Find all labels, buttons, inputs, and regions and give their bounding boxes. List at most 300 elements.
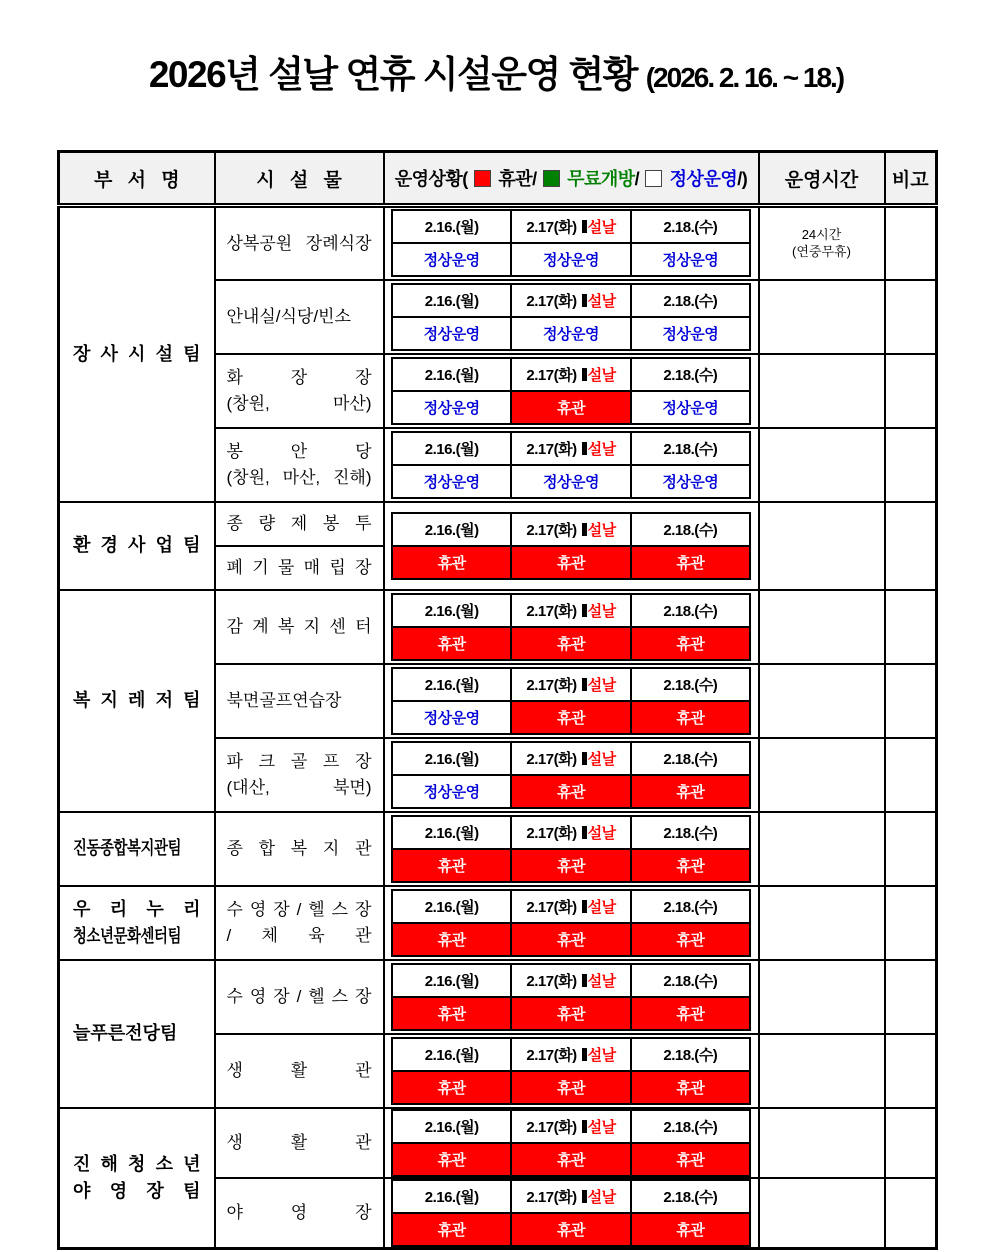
holiday-bar-icon <box>582 1048 587 1061</box>
date-cell <box>510 817 629 850</box>
holiday-label: 설날 <box>587 602 616 620</box>
status-value-cell: 휴관 <box>630 850 749 881</box>
date-label: 2.16.(월) <box>424 972 479 990</box>
date-cell <box>630 514 749 547</box>
holiday-label: 설날 <box>587 219 616 237</box>
dept-cell <box>59 960 215 1108</box>
facility-cell <box>215 738 384 812</box>
status-value-cell: 정상운영 <box>393 776 510 807</box>
date-cell <box>630 891 749 924</box>
date-label: 2.18.(수) <box>663 824 718 842</box>
facility-cell <box>215 1034 384 1108</box>
hours-cell <box>759 206 885 280</box>
holiday-label: 설날 <box>587 366 616 384</box>
hours-cell <box>759 960 885 1034</box>
date-cell <box>510 514 629 547</box>
hours-cell <box>759 886 885 960</box>
facility-name-line: 수 영 장 / 헬 스 장 <box>226 900 372 919</box>
holiday-bar-icon <box>582 826 587 839</box>
dept-name-line: 복 지 레 저 팀 <box>73 690 201 710</box>
status-value-cell: 휴관 <box>510 547 629 578</box>
status-block <box>391 209 751 277</box>
holiday-bar-icon <box>582 1190 587 1203</box>
note-cell <box>885 590 937 664</box>
facility-name-line: 북면골프연습장 <box>226 690 342 710</box>
date-label: 2.17(화) <box>526 1046 577 1064</box>
legend-closed-label: 휴관 <box>493 169 533 189</box>
holiday-bar-icon <box>582 752 587 765</box>
facility-name-line: 폐 기 물 매 립 장 <box>226 557 372 577</box>
date-cell <box>393 595 510 628</box>
facility-cell <box>215 960 384 1034</box>
status-cell <box>384 428 759 502</box>
status-value-cell: 휴관 <box>510 1072 629 1103</box>
status-block <box>391 1037 751 1105</box>
status-block <box>391 741 751 809</box>
status-value-cell: 휴관 <box>630 1072 749 1103</box>
note-cell <box>885 428 937 502</box>
facility-name-line: 상복공원 장례식장 <box>226 233 372 253</box>
table-row <box>59 812 937 886</box>
holiday-label: 설날 <box>587 1188 616 1206</box>
date-cell <box>630 1111 749 1144</box>
status-cell <box>384 206 759 280</box>
status-value-cell: 휴관 <box>510 1214 629 1245</box>
holiday-label: 설날 <box>587 521 616 539</box>
date-label: 2.17(화) <box>526 1188 577 1206</box>
legend-normal-square-icon <box>645 170 662 187</box>
status-dates-row <box>393 514 749 547</box>
status-value-cell: 정상운영 <box>630 466 749 497</box>
status-value-cell: 휴관 <box>510 776 629 807</box>
dept-cell <box>59 812 215 886</box>
date-cell <box>510 743 629 776</box>
holiday-label: 설날 <box>587 440 616 458</box>
holiday-label: 설날 <box>587 676 616 694</box>
date-label: 2.17(화) <box>526 750 577 768</box>
facility-name-line: 봉 안 당 <box>226 442 372 461</box>
dept-cell <box>59 206 215 502</box>
header-note: 비고 <box>885 152 937 206</box>
status-dates-row <box>393 433 749 466</box>
date-label: 2.16.(월) <box>424 521 479 539</box>
date-label: 2.16.(월) <box>424 219 479 237</box>
holiday-bar-icon <box>582 604 587 617</box>
status-block <box>391 283 751 351</box>
status-values-row <box>393 1214 749 1245</box>
status-value-cell: 휴관 <box>630 628 749 659</box>
date-cell <box>510 891 629 924</box>
dept-name-line: 진동종합복지관팀 <box>73 838 182 858</box>
date-label: 2.18.(수) <box>663 1118 718 1136</box>
facility-cell <box>215 502 384 546</box>
date-cell <box>510 1039 629 1072</box>
status-value-cell: 휴관 <box>630 1144 749 1175</box>
date-label: 2.16.(월) <box>424 676 479 694</box>
status-value-cell: 휴관 <box>510 998 629 1029</box>
holiday-bar-icon <box>582 368 587 381</box>
note-cell <box>885 1108 937 1178</box>
date-label: 2.18.(수) <box>663 1188 718 1206</box>
status-value-cell: 휴관 <box>630 924 749 955</box>
legend-free-square-icon <box>543 170 560 187</box>
date-label: 2.17(화) <box>526 521 577 539</box>
date-label: 2.18.(수) <box>663 521 718 539</box>
date-cell <box>510 285 629 318</box>
date-label: 2.16.(월) <box>424 750 479 768</box>
date-label: 2.18.(수) <box>663 602 718 620</box>
date-cell <box>393 1039 510 1072</box>
facility-name-line: (대산, 북면) <box>226 777 372 797</box>
page-title <box>0 44 992 98</box>
status-values-row <box>393 924 749 955</box>
dept-cell <box>59 886 215 960</box>
status-value-cell: 휴관 <box>630 1214 749 1245</box>
status-values-row <box>393 998 749 1029</box>
status-block <box>391 512 751 580</box>
status-value-cell: 휴관 <box>393 547 510 578</box>
holiday-bar-icon <box>582 900 587 913</box>
status-values-row <box>393 318 749 349</box>
status-values-row <box>393 466 749 497</box>
holiday-label: 설날 <box>587 292 616 310</box>
status-values-row <box>393 1072 749 1103</box>
status-value-cell: 정상운영 <box>393 466 510 497</box>
date-cell <box>510 965 629 998</box>
hours-cell <box>759 664 885 738</box>
status-block <box>391 667 751 735</box>
holiday-label: 설날 <box>587 972 616 990</box>
note-cell <box>885 280 937 354</box>
status-values-row <box>393 702 749 733</box>
note-cell <box>885 1034 937 1108</box>
holiday-bar-icon <box>582 678 587 691</box>
date-label: 2.17(화) <box>526 219 577 237</box>
date-cell <box>630 1181 749 1214</box>
facility-cell <box>215 886 384 960</box>
date-label: 2.16.(월) <box>424 602 479 620</box>
status-value-cell: 휴관 <box>630 702 749 733</box>
legend-separator: / <box>634 169 640 189</box>
status-block <box>391 1109 751 1177</box>
date-label: 2.18.(수) <box>663 219 718 237</box>
status-block <box>391 963 751 1031</box>
date-label: 2.17(화) <box>526 898 577 916</box>
dept-name-line: 진 해 청 소 년 <box>73 1153 201 1174</box>
date-cell <box>393 359 510 392</box>
facility-name-line: 화 장 장 <box>226 368 372 387</box>
status-value-cell: 정상운영 <box>393 244 510 275</box>
hours-cell <box>759 590 885 664</box>
status-value-cell: 정상운영 <box>630 392 749 423</box>
status-value-cell: 휴관 <box>510 850 629 881</box>
dept-cell <box>59 590 215 812</box>
page-title-main: 2026년 설날 연휴 시설운영 현황 <box>148 54 637 95</box>
status-value-cell: 정상운영 <box>393 318 510 349</box>
status-cell <box>384 354 759 428</box>
status-block <box>391 1179 751 1247</box>
hours-cell <box>759 738 885 812</box>
status-cell <box>384 1178 759 1249</box>
date-cell <box>630 743 749 776</box>
holiday-bar-icon <box>582 294 587 307</box>
note-cell <box>885 960 937 1034</box>
holiday-bar-icon <box>582 974 587 987</box>
status-value-cell: 휴관 <box>393 924 510 955</box>
legend-separator: / <box>532 169 537 189</box>
header-status <box>384 152 759 206</box>
dept-name-line: 장 사 시 설 팀 <box>73 343 201 364</box>
note-cell <box>885 206 937 280</box>
legend-normal-label: 정상운영 <box>665 169 738 189</box>
dept-cell <box>59 1108 215 1249</box>
date-cell <box>393 514 510 547</box>
hours-cell <box>759 1178 885 1249</box>
legend-separator: / <box>737 169 742 189</box>
dept-name-line: 늘푸른전당팀 <box>73 1023 178 1043</box>
status-cell <box>384 738 759 812</box>
facility-name-line: (창원, 마산, 진해) <box>226 467 372 487</box>
date-cell <box>393 285 510 318</box>
date-cell <box>393 1111 510 1144</box>
date-cell <box>510 1181 629 1214</box>
status-values-row <box>393 628 749 659</box>
date-cell <box>630 433 749 466</box>
status-block <box>391 815 751 883</box>
status-block <box>391 593 751 661</box>
status-cell <box>384 960 759 1034</box>
facility-cell <box>215 428 384 502</box>
hours-cell <box>759 428 885 502</box>
facility-cell <box>215 1178 384 1249</box>
status-value-cell: 휴관 <box>393 850 510 881</box>
page-title-period: (2026. 2. 16. ~ 18.) <box>645 62 844 93</box>
status-value-cell: 정상운영 <box>630 244 749 275</box>
facility-cell <box>215 280 384 354</box>
date-label: 2.16.(월) <box>424 366 479 384</box>
status-value-cell: 정상운영 <box>510 466 629 497</box>
date-cell <box>630 595 749 628</box>
status-cell <box>384 812 759 886</box>
holiday-label: 설날 <box>587 824 616 842</box>
status-value-cell: 휴관 <box>393 628 510 659</box>
facility-cell <box>215 590 384 664</box>
status-legend-prefix: 운영상황( <box>394 169 468 189</box>
status-dates-row <box>393 965 749 998</box>
status-value-cell: 휴관 <box>510 702 629 733</box>
facility-name-line: 감 계 복 지 센 터 <box>226 616 372 636</box>
date-label: 2.18.(수) <box>663 898 718 916</box>
facility-name-line: 수 영 장 / 헬 스 장 <box>226 986 372 1006</box>
hours-line: (연중무휴) <box>792 244 851 260</box>
date-cell <box>393 433 510 466</box>
date-label: 2.17(화) <box>526 366 577 384</box>
status-dates-row <box>393 1039 749 1072</box>
date-cell <box>510 433 629 466</box>
facility-name-line: 생 활 관 <box>226 1060 372 1080</box>
header-hours: 운영시간 <box>759 152 885 206</box>
header-facility: 시 설 물 <box>215 152 384 206</box>
date-cell <box>630 965 749 998</box>
date-cell <box>393 743 510 776</box>
date-label: 2.17(화) <box>526 824 577 842</box>
status-dates-row <box>393 891 749 924</box>
status-value-cell: 휴관 <box>393 1214 510 1245</box>
hours-cell <box>759 280 885 354</box>
status-cell <box>384 664 759 738</box>
status-cell <box>384 886 759 960</box>
facility-cell <box>215 354 384 428</box>
holiday-bar-icon <box>582 442 587 455</box>
status-value-cell: 휴관 <box>630 776 749 807</box>
status-values-row <box>393 1144 749 1175</box>
date-cell <box>393 891 510 924</box>
hours-cell <box>759 1034 885 1108</box>
date-label: 2.17(화) <box>526 972 577 990</box>
facility-name-line: 야 영 장 <box>226 1202 372 1222</box>
date-cell <box>630 211 749 244</box>
note-cell <box>885 354 937 428</box>
holiday-label: 설날 <box>587 750 616 768</box>
table-row <box>59 960 937 1034</box>
date-label: 2.17(화) <box>526 1118 577 1136</box>
hours-cell <box>759 1108 885 1178</box>
date-cell <box>393 965 510 998</box>
status-dates-row <box>393 1181 749 1214</box>
date-label: 2.18.(수) <box>663 676 718 694</box>
status-values-row <box>393 244 749 275</box>
status-values-row <box>393 776 749 807</box>
note-cell <box>885 502 937 590</box>
status-values-row <box>393 850 749 881</box>
status-dates-row <box>393 817 749 850</box>
date-label: 2.17(화) <box>526 602 577 620</box>
status-dates-row <box>393 669 749 702</box>
table-row <box>59 590 937 664</box>
date-cell <box>630 817 749 850</box>
status-values-row <box>393 392 749 423</box>
status-value-cell: 정상운영 <box>393 702 510 733</box>
status-value-cell: 휴관 <box>510 628 629 659</box>
status-legend-suffix: ) <box>741 169 748 189</box>
status-legend <box>468 169 742 189</box>
header-dept: 부 서 명 <box>59 152 215 206</box>
table-row <box>59 1108 937 1178</box>
date-cell <box>630 669 749 702</box>
date-label: 2.16.(월) <box>424 1188 479 1206</box>
status-cell <box>384 590 759 664</box>
date-label: 2.17(화) <box>526 440 577 458</box>
holiday-label: 설날 <box>587 1046 616 1064</box>
status-value-cell: 휴관 <box>510 1144 629 1175</box>
date-label: 2.18.(수) <box>663 366 718 384</box>
facility-cell <box>215 1108 384 1178</box>
date-label: 2.17(화) <box>526 676 577 694</box>
date-cell <box>393 669 510 702</box>
status-cell <box>384 502 759 590</box>
holiday-bar-icon <box>582 220 587 233</box>
status-value-cell: 휴관 <box>510 924 629 955</box>
status-dates-row <box>393 285 749 318</box>
date-cell <box>630 285 749 318</box>
date-cell <box>393 211 510 244</box>
facility-name-line: 생 활 관 <box>226 1132 372 1152</box>
date-cell <box>510 359 629 392</box>
note-cell <box>885 812 937 886</box>
table-row <box>59 886 937 960</box>
date-cell <box>393 1181 510 1214</box>
status-dates-row <box>393 743 749 776</box>
facility-name-line: 종 합 복 지 관 <box>226 838 372 858</box>
date-label: 2.16.(월) <box>424 1046 479 1064</box>
date-cell <box>510 595 629 628</box>
facility-status-table <box>57 150 938 1250</box>
dept-name-line: 우 리 누 리 <box>73 898 201 919</box>
hours-cell <box>759 502 885 590</box>
date-cell <box>510 669 629 702</box>
facility-name-line: 종 량 제 봉 투 <box>226 513 372 533</box>
facility-cell <box>215 546 384 590</box>
date-label: 2.18.(수) <box>663 750 718 768</box>
date-label: 2.16.(월) <box>424 898 479 916</box>
dept-name-line: 환 경 사 업 팀 <box>73 535 201 555</box>
status-block <box>391 357 751 425</box>
status-value-cell: 휴관 <box>393 1072 510 1103</box>
legend-free-label: 무료개방 <box>562 169 635 189</box>
date-label: 2.16.(월) <box>424 440 479 458</box>
status-cell <box>384 1108 759 1178</box>
date-label: 2.18.(수) <box>663 972 718 990</box>
facility-cell <box>215 206 384 280</box>
date-cell <box>630 359 749 392</box>
holiday-bar-icon <box>582 1120 587 1133</box>
date-cell <box>630 1039 749 1072</box>
dept-cell <box>59 502 215 590</box>
date-label: 2.18.(수) <box>663 440 718 458</box>
status-value-cell: 정상운영 <box>630 318 749 349</box>
legend-closed-square-icon <box>474 170 491 187</box>
date-cell <box>510 211 629 244</box>
hours-cell <box>759 812 885 886</box>
note-cell <box>885 664 937 738</box>
status-dates-row <box>393 1111 749 1144</box>
status-value-cell: 정상운영 <box>510 318 629 349</box>
status-value-cell: 정상운영 <box>510 244 629 275</box>
status-cell <box>384 280 759 354</box>
status-value-cell: 휴관 <box>510 392 629 423</box>
status-block <box>391 889 751 957</box>
dept-name-line: 야 영 장 팀 <box>73 1180 201 1201</box>
status-dates-row <box>393 359 749 392</box>
date-label: 2.16.(월) <box>424 1118 479 1136</box>
date-cell <box>510 1111 629 1144</box>
status-values-row <box>393 547 749 578</box>
facility-name-line: (창원, 마산) <box>226 393 372 413</box>
table-header-row <box>59 152 937 206</box>
date-label: 2.18.(수) <box>663 1046 718 1064</box>
date-label: 2.16.(월) <box>424 824 479 842</box>
status-dates-row <box>393 595 749 628</box>
facility-name-line: 안내실/식당/빈소 <box>226 306 351 326</box>
holiday-bar-icon <box>582 523 587 536</box>
holiday-label: 설날 <box>587 898 616 916</box>
status-cell <box>384 1034 759 1108</box>
date-label: 2.18.(수) <box>663 292 718 310</box>
date-label: 2.16.(월) <box>424 292 479 310</box>
table-row <box>59 502 937 546</box>
facility-name-line: 파 크 골 프 장 <box>226 752 372 771</box>
table-row <box>59 206 937 280</box>
